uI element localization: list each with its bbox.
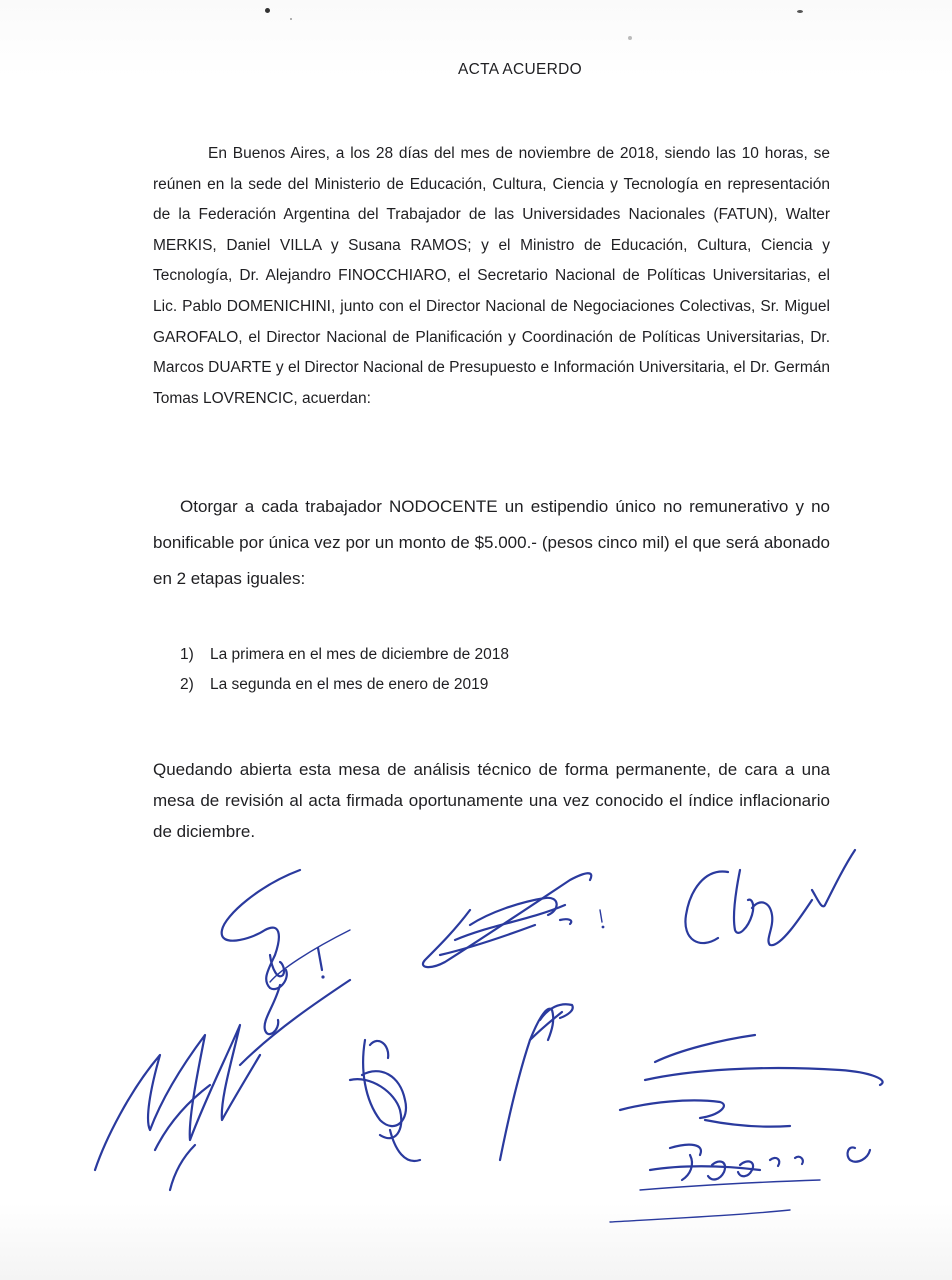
handwritten-signature — [350, 1040, 420, 1161]
handwritten-signature — [500, 1004, 573, 1160]
handwritten-signature — [423, 873, 604, 967]
scan-speck — [628, 36, 632, 40]
list-item — [180, 640, 509, 670]
list-item-text: La segunda en el mes de enero de 2019 — [210, 676, 489, 693]
list-item — [180, 670, 509, 700]
opening-paragraph: En Buenos Aires, a los 28 días del mes de noviembre de 2018, siendo las 10 horas, se reúnen en la sede del Ministerio de Educación, Cultura, Ciencia y Tecnología en representación de la Federación Argentina del Trabajador de las Universidades Nacionales (FATUN), Walter MERKIS, Daniel VILLA y Susana RAMOS; y el Ministro de Educación, Cultura, Ciencia y Tecnología, Dr. Alejandro FINOCCHIARO, el Secretario Nacional de Políticas Universitarias, el Lic. Pablo DOMENICHINI, junto con el Director Nacional de Negociaciones Colectivas, Sr. Miguel GAROFALO, el Director Nacional de Planificación y Coordinación de Políticas Universitarias, Dr. Marcos DUARTE y el Director Nacional de Presupuesto e Información Universitaria, el Dr. Germán Tomas LOVRENCIC, acuerdan: — [153, 145, 830, 407]
scan-speck — [290, 18, 292, 20]
list-item-text: La primera en el mes de diciembre de 2018 — [210, 646, 509, 663]
payment-stages-list — [180, 640, 509, 700]
closing-paragraph: Quedando abierta esta mesa de análisis técnico de forma permanente, de cara a una mesa de revisión al acta firmada oportunamente una vez conocido el índice inflacionario de diciembre. — [153, 760, 830, 841]
signatures-area — [0, 830, 952, 1280]
scan-speck — [265, 8, 270, 13]
document-title: ACTA ACUERDO — [458, 61, 582, 78]
handwritten-signature — [95, 980, 350, 1190]
handwritten-signature — [685, 850, 855, 945]
list-item-number: 1) — [180, 646, 194, 663]
handwritten-signature — [270, 930, 350, 982]
list-item-number: 2) — [180, 676, 194, 693]
handwritten-signature — [610, 1035, 883, 1222]
scan-speck — [797, 10, 803, 13]
agreement-paragraph: Otorgar a cada trabajador NODOCENTE un estipendio único no remunerativo y no bonificable por única vez por un monto de $5.000.- (pesos cinco mil) el que será abonado en 2 etapas iguales: — [153, 497, 830, 588]
